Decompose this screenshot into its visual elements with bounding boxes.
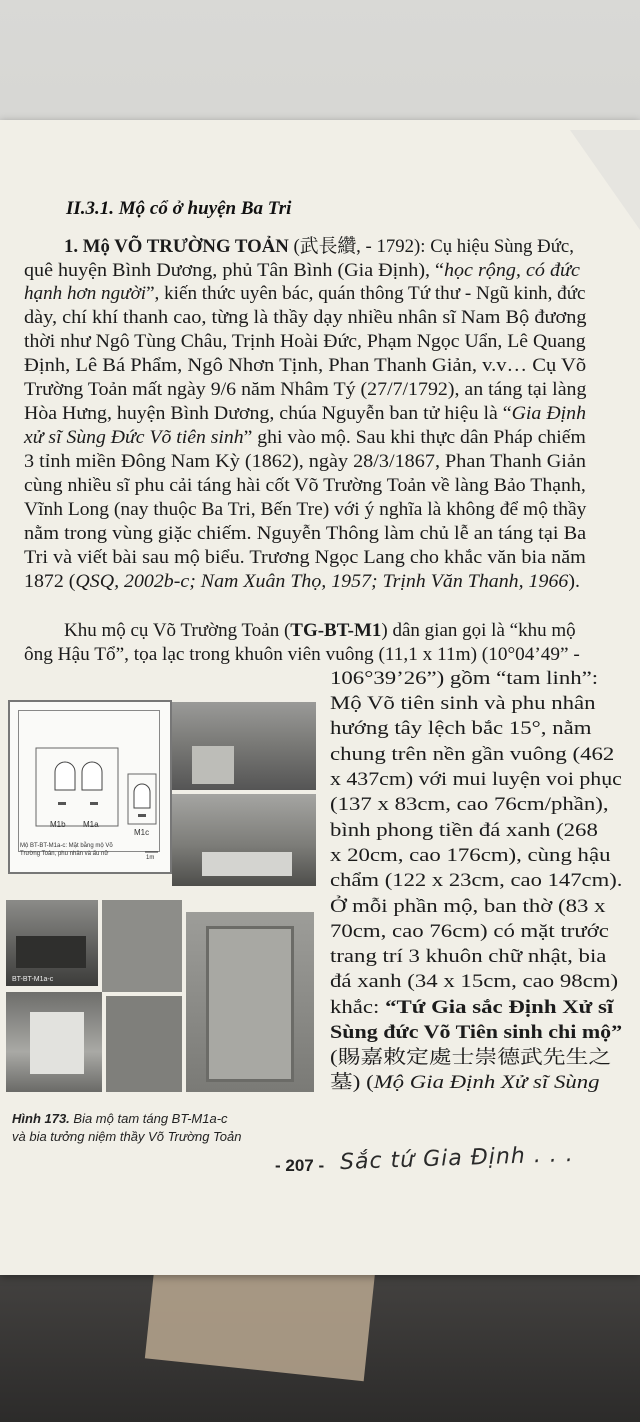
text-segment: ).	[568, 571, 580, 592]
stele-m1b	[58, 802, 66, 805]
text-segment: trang trí 3 khuôn chữ nhật, bia	[330, 946, 607, 967]
text-segment: thời như Ngô Tùng Châu, Trịnh Hoài Đức, Phạm Ngọc Uẩn, Lê Quang	[24, 331, 586, 352]
text-line	[330, 1022, 622, 1044]
scale-label: 1m	[146, 855, 155, 861]
text-segment: Mộ Võ tiên sinh và phu nhân	[330, 693, 596, 714]
text-line	[330, 896, 605, 918]
text-line	[330, 668, 598, 690]
text-line	[24, 331, 586, 353]
tomb-m1c-shape	[134, 784, 150, 808]
text-line	[24, 475, 586, 497]
stele-m1a	[90, 802, 98, 805]
text-line	[330, 693, 596, 715]
text-line	[24, 499, 586, 521]
memorial-stele	[206, 926, 294, 1082]
handwritten-note: Sắc tứ Gia Định . . .	[339, 1141, 575, 1176]
section-heading: II.3.1. Mộ cổ ở huyện Ba Tri	[66, 198, 292, 219]
text-line	[24, 403, 586, 425]
stele-m1c	[138, 814, 146, 817]
tomb-m1b-shape	[55, 762, 75, 790]
text-segment: 1. Mộ VÕ TRƯỜNG TOẢN	[64, 236, 289, 257]
text-segment: Trường Toản mất ngày 9/6 năm Nhâm Tý (27/7/1792), an táng tại làng	[24, 379, 587, 400]
stone-screen	[192, 746, 234, 784]
text-segment: TG-BT-M1	[290, 620, 382, 641]
text-segment: bình phong tiền đá xanh (268	[330, 820, 598, 841]
caption-text: Bia mộ tam táng BT-M1a-c	[69, 1111, 228, 1126]
text-line	[24, 379, 586, 401]
caption-number: Hình 173.	[12, 1111, 70, 1126]
text-line	[330, 870, 622, 892]
site-plan-figure	[8, 700, 172, 874]
text-segment: học rộng, có đức	[443, 260, 580, 281]
text-segment: ”, kiến thức uyên bác, quán thông Tứ thư - Ngũ kinh, đức	[146, 283, 586, 304]
text-segment: x 437cm) với mui luyện voi phục	[330, 769, 622, 790]
text-segment: ) dân gian gọi là “khu mộ	[381, 620, 576, 641]
tomb-m1a-shape	[82, 762, 102, 790]
plan-note: Mộ BT-BT-M1a-c: Mặt bằng mộ Võ Trường Toản, phu nhân và ấu nữ	[20, 843, 113, 857]
text-segment: khắc:	[330, 997, 386, 1018]
photo-label: BT-BT-M1a-c	[12, 976, 54, 983]
tomb-photo-3	[6, 900, 98, 986]
text-line	[330, 946, 606, 968]
text-segment: chẩm (122 x 23cm, cao 147cm).	[330, 870, 623, 891]
text-segment: (137 x 83cm, cao 76cm/phần),	[330, 794, 609, 815]
text-segment: quê huyện Bình Dương, phủ Tân Bình (Gia Định), “	[24, 260, 444, 281]
text-segment: xử sĩ Sùng Đức Võ tiên sinh	[24, 427, 244, 448]
altars	[16, 936, 86, 968]
text-segment: Gia Định	[511, 403, 587, 424]
text-line	[64, 620, 576, 642]
text-segment: hướng tây lệch bắc 15°, nằm	[330, 718, 592, 739]
tomb-photo-4	[6, 992, 102, 1092]
text-segment: 70cm, cao 76cm) có mặt trước	[330, 921, 609, 942]
text-segment: Sùng đức Võ Tiên sinh chi mộ”	[330, 1022, 623, 1043]
text-segment: QSQ, 2002b-c; Nam Xuân Thọ, 1957; Trịnh Văn Thanh, 1966	[75, 571, 569, 592]
text-segment: 1872 (	[24, 571, 76, 592]
text-segment: Tri và viết bài sau mộ biểu. Trương Ngọc Lang cho khắc văn bia năm	[24, 547, 586, 568]
page-fold	[570, 130, 640, 230]
text-segment: dày, chí khí thanh cao, từng là thầy dạy nhiều nhân sĩ Nam Bộ đương	[24, 307, 587, 328]
page-number: - 207 -	[275, 1156, 325, 1175]
text-segment: Khu mộ cụ Võ Trường Toản (	[64, 620, 291, 641]
text-segment: Hòa Hưng, huyện Bình Dương, chúa Nguyễn ban tử hiệu là “	[24, 403, 512, 424]
text-segment: ” ghi vào mộ. Sau khi thực dân Pháp chiếm	[243, 427, 586, 448]
text-segment: Định, Lê Bá Phẩm, Ngô Nhơn Tịnh, Phan Thanh Giản, v.v… Cụ Võ	[24, 355, 587, 376]
text-segment: hạnh hơn người	[24, 283, 147, 304]
text-line	[24, 644, 580, 666]
text-segment: đá xanh (34 x 15cm, cao 98cm)	[330, 971, 619, 992]
text-line	[24, 547, 586, 569]
text-line	[24, 355, 586, 377]
tomb-photo-2	[172, 794, 316, 886]
plan-platform	[36, 748, 118, 826]
tomb-mound	[202, 852, 292, 876]
text-segment: 3 tỉnh miền Đông Nam Kỳ (1862), ngày 28/3/1867, Phan Thanh Giản	[24, 451, 586, 472]
label-m1a: M1a	[83, 820, 99, 829]
text-segment: Mộ Gia Định Xử sĩ Sùng	[373, 1072, 600, 1093]
caption-line2: và bia tưởng niệm thầy Võ Trường Toản	[12, 1129, 242, 1144]
text-line	[24, 283, 586, 305]
text-segment: (賜嘉敕定處士崇德武先生之	[330, 1047, 612, 1068]
text-line	[330, 820, 598, 842]
text-line	[330, 1072, 600, 1094]
text-segment: 106°39’26”) gồm “tam linh”:	[330, 668, 599, 689]
white-tomb	[30, 1012, 84, 1074]
text-line	[24, 307, 587, 329]
text-segment: nằm trong vùng giặc chiếm. Nguyễn Thông làm chủ lễ an táng tại Ba	[24, 523, 587, 544]
text-segment: chung trên nền gần vuông (462	[330, 744, 615, 765]
stele-photo-2	[106, 996, 182, 1092]
label-m1b: M1b	[50, 820, 66, 829]
text-line	[24, 427, 586, 449]
text-segment: Ở mỗi phần mộ, ban thờ (83 x	[330, 896, 606, 917]
text-segment: x 20cm, cao 176cm), cùng hậu	[330, 845, 611, 866]
text-line	[330, 769, 622, 791]
text-line	[24, 260, 580, 282]
tomb-photo-1	[172, 702, 316, 790]
text-line	[330, 744, 614, 766]
text-segment: (武長纘, - 1792): Cụ hiệu Sùng Đức,	[288, 236, 574, 257]
text-segment: Vĩnh Long (nay thuộc Ba Tri, Bến Tre) với ý nghĩa là không để mộ thầy	[24, 499, 587, 520]
figure-caption	[12, 1110, 241, 1146]
text-segment: cùng nhiều sĩ phu cải táng hài cốt Võ Trường Toản về làng Bảo Thạnh,	[24, 475, 586, 496]
text-line	[330, 794, 609, 816]
memorial-stele-photo	[186, 912, 314, 1092]
text-segment: ông Hậu Tổ”, tọa lạc trong khuôn viên vuông (11,1 x 11m) (10°04’49” -	[24, 644, 580, 665]
text-line	[330, 718, 591, 740]
stele-photo-1	[102, 900, 182, 992]
label-m1c: M1c	[134, 828, 150, 837]
text-line	[24, 451, 586, 473]
text-line	[24, 523, 586, 545]
text-line	[330, 921, 609, 943]
text-segment: “Tứ Gia sắc Định Xử sĩ	[385, 997, 614, 1018]
text-line	[64, 236, 574, 258]
text-line	[330, 845, 610, 867]
text-segment: 墓) (	[330, 1072, 374, 1093]
text-line	[330, 997, 613, 1019]
text-line	[330, 971, 618, 993]
text-line	[330, 1047, 611, 1069]
text-line	[24, 571, 580, 593]
